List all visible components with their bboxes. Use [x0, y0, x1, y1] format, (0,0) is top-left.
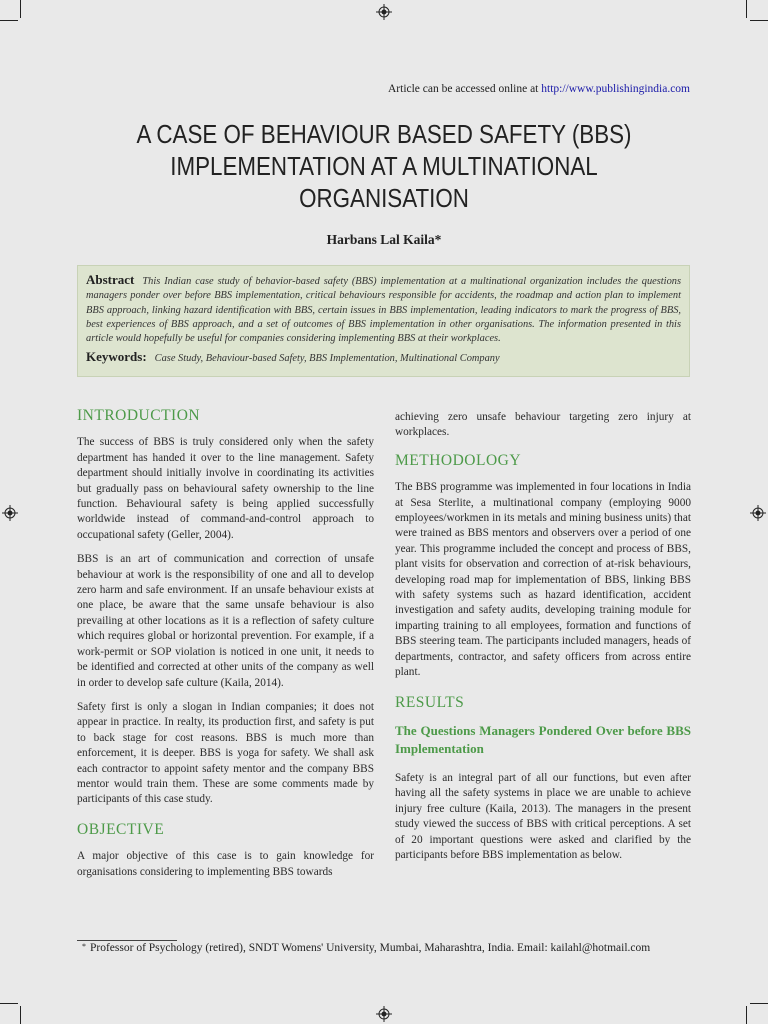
right-column [395, 410, 691, 872]
keywords-paragraph [86, 350, 681, 366]
intro-paragraph-2: BBS is an art of communication and correction of unsafe behaviour at work is the responsibility of one and all to develop zero harm and safe environment. If an unsafe behaviour exists at one place, be aware that the same unsafe behaviour is also prevailing at other locations as it is a reflection of safety culture which requires global or horizontal prevention. For example, if a work-permit or SOP violation is noticed in one unit, it needs to be identified and corrected at other units of the company as well in order to develop safe culture (Kaila, 2014). [77, 553, 374, 689]
footnote-mark: * [82, 942, 86, 951]
left-column [77, 408, 374, 889]
footnote-rule [77, 940, 177, 941]
keywords-text: Case Study, Behaviour-based Safety, BBS Implementation, Multinational Company [154, 353, 500, 365]
abstract-paragraph [86, 273, 681, 346]
crop-mark-bottom-left-h [0, 1003, 18, 1004]
crop-mark-top-left-h [0, 20, 18, 21]
access-url-link[interactable]: http://www.publishingindia.com [541, 83, 690, 95]
crop-mark-top-right-h [750, 20, 768, 21]
crop-mark-top-left [20, 0, 21, 18]
footnote [82, 942, 650, 954]
intro-paragraph-1: The success of BBS is truly considered only when the safety department has handed it over to the line management. Safety department should initially involve in coordinating its activities but gradually pass on behavioural safety ownership to the line function. Behavioural safety is being applied successfully worldwide instead of command-and-control approach to occupational safety (Geller, 2004). [77, 436, 374, 541]
results-subheading: The Questions Managers Pondered Over before BBS Implementation [395, 722, 691, 756]
crop-mark-top-right [746, 0, 747, 18]
access-line [388, 83, 690, 95]
objective-heading: OBJECTIVE [77, 820, 165, 838]
abstract-box [77, 265, 690, 377]
crop-mark-bottom-right [746, 1006, 747, 1024]
methodology-heading: METHODOLOGY [395, 451, 522, 469]
abstract-text: This Indian case study of behavior-based safety (BBS) implementation at a multinational organization includes the questions managers ponder over before BBS implementation, critical behaviours responsible for accidents, the roadmap and action plan to implement BBS approach, linking hazard identification with BBS, certain issues in BBS implementation, leading indicators to mark the progress of BBS, best experiences of BBS approach, and a set of outcomes of BBS implementation in other organisations. The information presented in this article would hopefully be useful for companies considering implementing BBS at their workplaces. [86, 276, 681, 345]
article-title: A CASE OF BEHAVIOUR BASED SAFETY (BBS) IMPLEMENTATION AT A MULTINATIONAL ORGANISATION [136, 119, 632, 213]
results-heading: RESULTS [395, 693, 465, 711]
footnote-text: Professor of Psychology (retired), SNDT Womens' University, Mumbai, Maharashtra, India. Email: kailahl@hotmail.com [90, 942, 651, 954]
methodology-paragraph: The BBS programme was implemented in four locations in India at Sesa Sterlite, a multinational company (employing 9000 employees/workmen in its metals and mining business units) that were trained as BBS mentors and observers over a period of one year. This programme included the concept and process of BBS, plant visits for observation and correction of at-risk behaviours, developing road map for implementation of BBS, linking BBS with safety systems such as hazard identification, accident investigation and safety audits, developing training module for imparting training to all employees, formation and functions of BBS steering team. The participants included managers, heads of departments, contractor, and safety officers from across entire plant. [395, 481, 691, 679]
introduction-heading: INTRODUCTION [77, 407, 201, 424]
registration-mark-left-icon [2, 505, 18, 521]
keywords-label: Keywords: [86, 349, 147, 365]
objective-continued-paragraph: achieving zero unsafe behaviour targeting zero injury at workplaces. [395, 411, 691, 439]
registration-mark-top-icon [376, 4, 392, 20]
author: Harbans Lal Kaila* [326, 232, 442, 247]
crop-mark-bottom-right-h [750, 1003, 768, 1004]
results-paragraph: Safety is an integral part of all our functions, but even after having all the safety systems in place we are unable to achieve injury free culture (Kaila, 2013). The managers in the present study viewed the success of BBS with critical perceptions. A set of 20 important questions were asked and clarified by the participants before BBS implementation as below. [395, 771, 691, 861]
registration-mark-right-icon [750, 505, 766, 521]
abstract-label: Abstract [86, 272, 135, 287]
intro-paragraph-3: Safety first is only a slogan in Indian companies; it does not appear in practice. In realty, its production first, and safety is put to back stage for cost reasons. BBS is much more than enforcement, it is deeper. BBS is yoga for safety. We shall ask each contractor to appoint safety mentor and the company BBS mentor would train them. These are some comments made by participants of this case study. [77, 700, 374, 806]
crop-mark-bottom-left [20, 1006, 21, 1024]
access-prefix: Article can be accessed online at [387, 83, 542, 95]
objective-paragraph: A major objective of this case is to gain knowledge for organisations considering to implementing BBS towards [77, 850, 374, 878]
registration-mark-bottom-icon [376, 1006, 392, 1022]
